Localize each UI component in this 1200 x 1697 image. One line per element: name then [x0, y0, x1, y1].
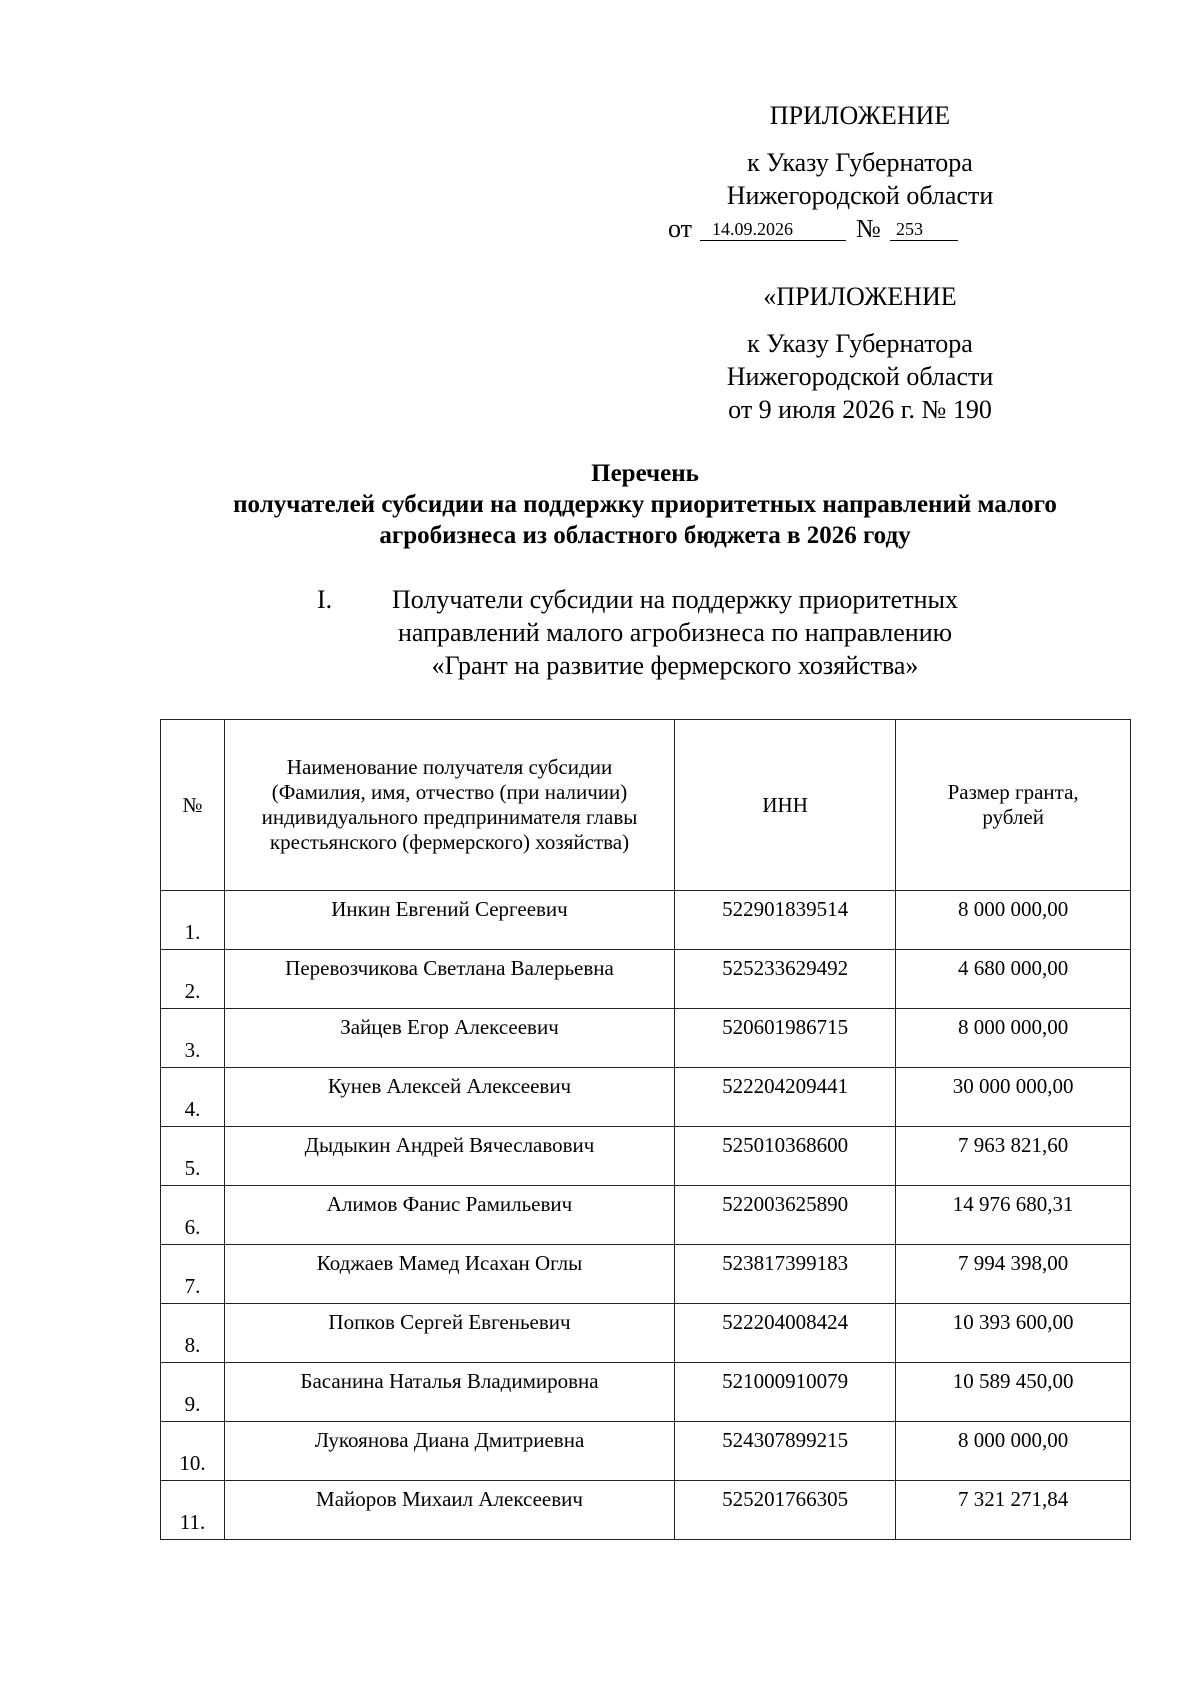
number-sign: № — [856, 214, 881, 243]
appendix-heading: «ПРИЛОЖЕНИЕ — [763, 282, 957, 311]
table-body — [161, 891, 1131, 1540]
header-name: Наименование получателя субсидии (Фамилия, имя, отчество (при наличии) индивидуального предпринимателя главы крестьянского (фермерского) хозяйства) — [225, 720, 675, 891]
recipient-name: Инкин Евгений Сергеевич — [225, 891, 675, 950]
decree-number: 253 — [890, 218, 958, 241]
table-row — [161, 1481, 1131, 1540]
grant-amount: 7 963 821,60 — [896, 1127, 1131, 1186]
recipient-name: Алимов Фанис Рамильевич — [225, 1186, 675, 1245]
grant-amount: 4 680 000,00 — [896, 950, 1131, 1009]
table-row — [161, 1245, 1131, 1304]
appendix-heading: ПРИЛОЖЕНИЕ — [769, 101, 951, 130]
section-number: I. — [317, 585, 333, 614]
table-row — [161, 1009, 1131, 1068]
appendix-line: Нижегородской области — [726, 362, 994, 391]
recipient-name: Перевозчикова Светлана Валерьевна — [225, 950, 675, 1009]
table-row — [161, 1127, 1131, 1186]
header-num: № — [161, 720, 225, 891]
row-number: 10. — [161, 1422, 225, 1481]
row-number: 11. — [161, 1481, 225, 1540]
appendix-stamp-original — [700, 280, 1020, 426]
grant-amount: 7 994 398,00 — [896, 1245, 1131, 1304]
header-amount: Размер гранта, рублей — [896, 720, 1131, 891]
header-inn: ИНН — [674, 720, 895, 891]
table-header-row — [161, 720, 1131, 891]
appendix-line: Нижегородской области — [726, 181, 994, 210]
recipients-table — [160, 719, 1131, 1540]
document-title — [120, 458, 1170, 551]
row-number: 3. — [161, 1009, 225, 1068]
recipient-inn: 522204008424 — [674, 1304, 895, 1363]
table-row — [161, 1363, 1131, 1422]
appendix-line: от 9 июля 2026 г. № 190 — [728, 395, 992, 424]
recipient-inn: 522204209441 — [674, 1068, 895, 1127]
row-number: 9. — [161, 1363, 225, 1422]
grant-amount: 10 589 450,00 — [896, 1363, 1131, 1422]
title-line: получателей субсидии на поддержку приоритетных направлений малого — [233, 491, 1057, 518]
section-line: направлений малого агробизнеса по направлению — [397, 618, 953, 647]
appendix-line: к Указу Губернатора — [747, 148, 973, 177]
row-number: 2. — [161, 950, 225, 1009]
recipient-name: Кунев Алексей Алексеевич — [225, 1068, 675, 1127]
title-line: агробизнеса из областного бюджета в 2026 году — [379, 522, 911, 549]
table-row — [161, 891, 1131, 950]
grant-amount: 10 393 600,00 — [896, 1304, 1131, 1363]
recipient-inn: 525201766305 — [674, 1481, 895, 1540]
row-number: 5. — [161, 1127, 225, 1186]
date-prefix: от — [668, 214, 693, 243]
recipient-inn: 521000910079 — [674, 1363, 895, 1422]
grant-amount: 14 976 680,31 — [896, 1186, 1131, 1245]
table-row — [161, 950, 1131, 1009]
grant-amount: 8 000 000,00 — [896, 891, 1131, 950]
recipient-name: Коджаев Мамед Исахан Оглы — [225, 1245, 675, 1304]
title-line: Перечень — [591, 460, 699, 487]
recipient-name: Басанина Наталья Владимировна — [225, 1363, 675, 1422]
recipient-inn: 525233629492 — [674, 950, 895, 1009]
appendix-stamp-current — [668, 99, 1020, 245]
recipient-name: Дыдыкин Андрей Вячеславович — [225, 1127, 675, 1186]
section-line: «Грант на развитие фермерского хозяйства» — [431, 651, 919, 680]
recipient-inn: 524307899215 — [674, 1422, 895, 1481]
row-number: 1. — [161, 891, 225, 950]
row-number: 8. — [161, 1304, 225, 1363]
recipient-inn: 522901839514 — [674, 891, 895, 950]
row-number: 4. — [161, 1068, 225, 1127]
appendix-date-line — [668, 212, 1020, 245]
recipient-inn: 522003625890 — [674, 1186, 895, 1245]
table-row — [161, 1422, 1131, 1481]
grant-amount: 30 000 000,00 — [896, 1068, 1131, 1127]
appendix-line: к Указу Губернатора — [747, 329, 973, 358]
recipient-name: Майоров Михаил Алексеевич — [225, 1481, 675, 1540]
grant-amount: 7 321 271,84 — [896, 1481, 1131, 1540]
row-number: 7. — [161, 1245, 225, 1304]
table-row — [161, 1068, 1131, 1127]
recipient-inn: 523817399183 — [674, 1245, 895, 1304]
table-row — [161, 1304, 1131, 1363]
grant-amount: 8 000 000,00 — [896, 1422, 1131, 1481]
decree-date: 14.09.2026 — [700, 218, 846, 241]
recipient-name: Попков Сергей Евгеньевич — [225, 1304, 675, 1363]
recipient-name: Зайцев Егор Алексеевич — [225, 1009, 675, 1068]
section-line: Получатели субсидии на поддержку приоритетных — [392, 585, 958, 614]
recipient-inn: 520601986715 — [674, 1009, 895, 1068]
table-row — [161, 1186, 1131, 1245]
row-number: 6. — [161, 1186, 225, 1245]
recipient-inn: 525010368600 — [674, 1127, 895, 1186]
recipient-name: Лукоянова Диана Дмитриевна — [225, 1422, 675, 1481]
grant-amount: 8 000 000,00 — [896, 1009, 1131, 1068]
